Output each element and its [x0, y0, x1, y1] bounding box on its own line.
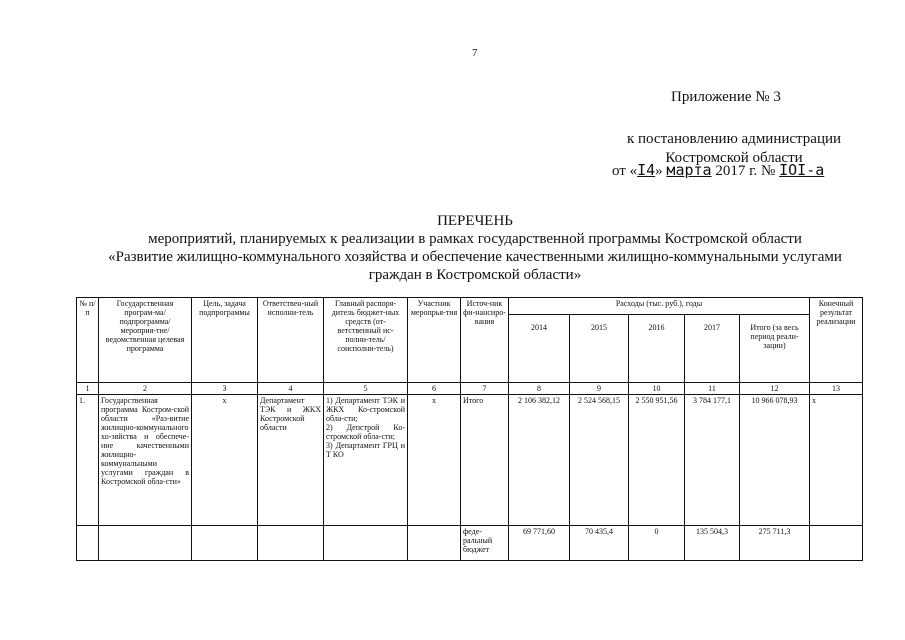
title-line-2: мероприятий, планируемых к реализации в рамках государственной программы Костромской области [148, 231, 802, 247]
expense-2014: 2 106 382,12 [509, 395, 570, 526]
final-result: х [810, 395, 863, 526]
header-row-1 [77, 298, 863, 315]
program-goal: х [192, 395, 258, 526]
resolution-line-1: к постановлению администрации [626, 131, 842, 147]
budget-manager-1: 1) Департамент ТЭК и ЖКХ Ко-стромской обла-сти; [326, 396, 405, 423]
appendix-label: Приложение № 3 [671, 89, 781, 105]
date-prefix: от « [612, 163, 638, 179]
participant-empty [408, 526, 461, 561]
date-month: марта [666, 161, 712, 179]
funding-source: Итого [461, 395, 509, 526]
date-mid: » [655, 163, 667, 179]
budget-manager-empty [324, 526, 408, 561]
column-number: 4 [258, 383, 324, 395]
participant: х [408, 395, 461, 526]
title-line-3: «Развитие жилищно-коммунального хозяйства и обеспечение качественными жилищно-коммунальными услугами [108, 249, 842, 265]
header-year-2016: 2016 [629, 315, 685, 383]
program-name-empty [99, 526, 192, 561]
budget-manager [324, 395, 408, 526]
column-number: 6 [408, 383, 461, 395]
header-col-7: Источ-ник фи-нансиро-вания [461, 298, 509, 383]
final-result-empty [810, 526, 863, 561]
column-number: 12 [740, 383, 810, 395]
page-number: 7 [472, 47, 478, 59]
resolution-line-2: Костромской области [665, 150, 803, 166]
column-number: 3 [192, 383, 258, 395]
expense-total: 275 711,3 [740, 526, 810, 561]
header-col-2: Государственная програм-ма/подпрограмма/ мероприя-тие/ведомственная целевая программа [99, 298, 192, 383]
column-number: 5 [324, 383, 408, 395]
header-col-4: Ответствен-ный исполни-тель [258, 298, 324, 383]
resolution-number: IOI-а [779, 161, 825, 179]
table-row [77, 395, 863, 526]
table-row [77, 526, 863, 561]
header-col-5: Главный распоря-дитель бюджет-ных средств (от-ветственный ис-полни-тель/соисполни-тель) [324, 298, 408, 383]
document-title [95, 212, 855, 284]
expense-2014: 69 771,60 [509, 526, 570, 561]
column-number: 2 [99, 383, 192, 395]
column-number: 7 [461, 383, 509, 395]
row-number: 1. [77, 395, 99, 526]
header-col-1: № п/п [77, 298, 99, 383]
program-name: Государственная программа Костром-ской области «Раз-витие жилищно-коммунального хо-зяйства и обеспече-ние качественными жилищно-коммунальными услугами граждан в Костромской обла-сти» [99, 395, 192, 526]
header-total: Итого (за весь период реали-зации) [740, 315, 810, 383]
responsible-executor-empty [258, 526, 324, 561]
header-col-6: Участник меропрья-тия [408, 298, 461, 383]
column-number: 9 [570, 383, 629, 395]
header-col-13: Конечный результат реализации [810, 298, 863, 383]
date-day: I4 [637, 161, 656, 179]
expense-2016: 2 550 951,56 [629, 395, 685, 526]
column-number: 10 [629, 383, 685, 395]
row-number-empty [77, 526, 99, 561]
funding-source: феде-ральный бюджет [461, 526, 509, 561]
date-year: 2017 г. № [711, 163, 780, 179]
header-year-2017: 2017 [685, 315, 740, 383]
title-line-4: граждан в Костромской области» [368, 267, 582, 283]
header-expenses-group: Расходы (тыс. руб.), годы [509, 298, 810, 315]
expense-2016: 0 [629, 526, 685, 561]
column-number: 8 [509, 383, 570, 395]
measures-table [76, 297, 863, 561]
expense-2015: 2 524 568,15 [570, 395, 629, 526]
column-number: 11 [685, 383, 740, 395]
header-col-3: Цель, задача подпрограммы [192, 298, 258, 383]
header-year-2015: 2015 [570, 315, 629, 383]
column-number: 1 [77, 383, 99, 395]
resolution-date [612, 161, 824, 180]
title-line-1: ПЕРЕЧЕНЬ [437, 213, 513, 229]
column-number: 13 [810, 383, 863, 395]
column-number-row [77, 383, 863, 395]
budget-manager-3: 3) Департамент ГРЦ и Т КО [326, 441, 405, 459]
expense-2017: 135 504,3 [685, 526, 740, 561]
budget-manager-2: 2) Депстрой Ко-стромской обла-сти; [326, 423, 405, 441]
header-year-2014: 2014 [509, 315, 570, 383]
program-goal-empty [192, 526, 258, 561]
responsible-executor: Департамент ТЭК и ЖКХ Костромской области [258, 395, 324, 526]
expense-total: 10 966 078,93 [740, 395, 810, 526]
expense-2015: 70 435,4 [570, 526, 629, 561]
expense-2017: 3 784 177,1 [685, 395, 740, 526]
